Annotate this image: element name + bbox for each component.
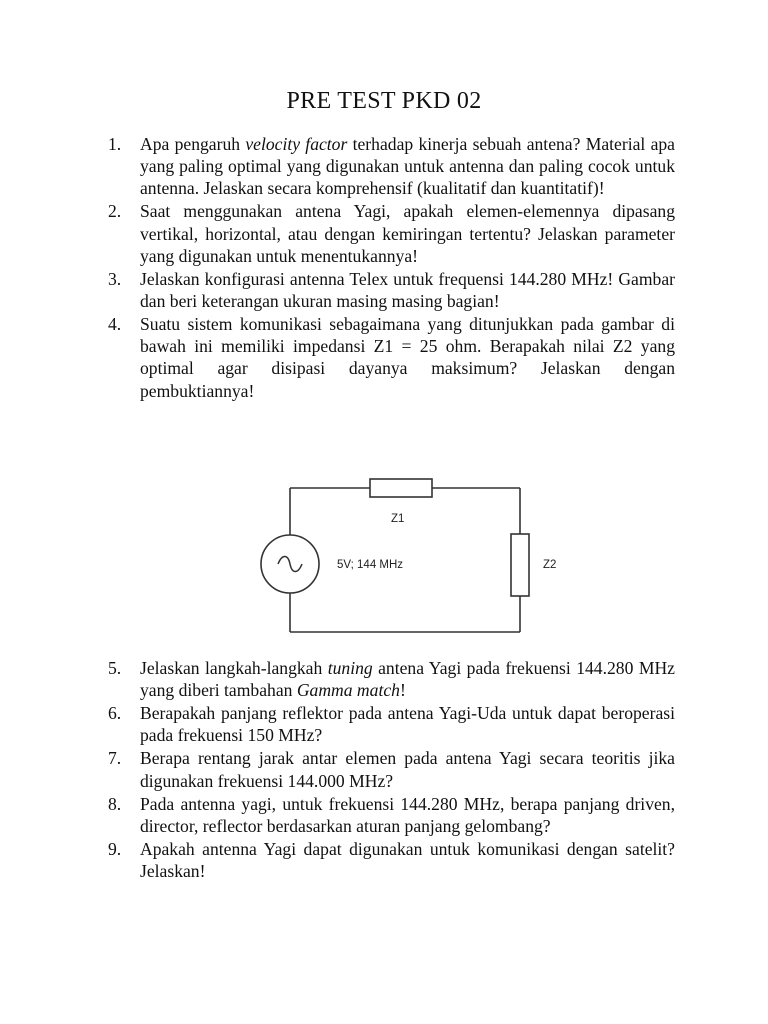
italic-term: velocity factor <box>245 134 348 154</box>
question-text <box>140 657 675 701</box>
text-run: Apakah antenna Yagi dapat digunakan untuk komunikasi dengan satelit? Jelaskan! <box>140 838 675 882</box>
question-text <box>140 747 675 791</box>
question-number: 4. <box>108 314 122 335</box>
text-run: ! <box>399 680 406 701</box>
z2-resistor <box>511 534 529 596</box>
z2-label: Z2 <box>543 559 557 571</box>
text-run: Jelaskan langkah-langkah <box>140 658 328 678</box>
question-text <box>140 200 675 267</box>
text-run: Saat menggunakan antena Yagi, apakah elemen-elemennya dipasang vertikal, horizontal, atau dengan kemiringan tertentu? Jelaskan parameter yang digunakan untuk menentukannya! <box>140 201 675 266</box>
question-number: 7. <box>108 748 122 769</box>
question-text <box>140 133 675 200</box>
question-item <box>108 133 675 200</box>
question-item <box>108 200 675 267</box>
z1-label: Z1 <box>391 513 405 525</box>
text-run: Pada antenna yagi, untuk frekuensi 144.280 MHz, berapa panjang driven, director, reflector berdasarkan aturan panjang gelombang? <box>140 793 675 836</box>
question-item <box>108 838 675 882</box>
question-text <box>140 268 675 312</box>
source-label: 5V; 144 MHz <box>337 559 404 571</box>
question-text <box>140 838 675 882</box>
text-run: Suatu sistem komunikasi sebagaimana yang ditunjukkan pada gambar di bawah ini memiliki impedansi Z1 = 25 ohm. Berapakah nilai Z2 yang optimal agar disipasi dayanya maksimum? Jelaskan dengan pembuktiannya! <box>140 314 675 401</box>
question-text <box>140 793 675 837</box>
z1-resistor <box>370 479 432 497</box>
question-number: 2. <box>108 201 122 222</box>
question-item <box>108 793 675 837</box>
question-list-part-1 <box>108 133 675 403</box>
circuit-diagram <box>255 470 555 640</box>
question-item <box>108 268 675 312</box>
page-title: PRE TEST PKD 02 <box>286 88 482 114</box>
text-run: Berapakah panjang reflektor pada antena Yagi-Uda untuk dapat beroperasi pada frekuensi 150 MHz? <box>140 703 675 746</box>
question-item <box>108 747 675 791</box>
italic-term: Gamma match <box>296 680 400 701</box>
question-number: 6. <box>108 703 122 724</box>
question-text <box>140 702 675 746</box>
text-run: Berapa rentang jarak antar elemen pada antena Yagi secara teoritis jika digunakan frekuensi 144.000 MHz? <box>140 748 675 791</box>
question-list-part-2 <box>108 657 675 883</box>
question-number: 3. <box>108 268 122 289</box>
question-number: 5. <box>108 658 122 678</box>
italic-term: tuning <box>327 658 373 678</box>
question-item <box>108 313 675 402</box>
text-run: antena Yagi pada frekuensi 144.280 MHz yang diberi tambahan <box>140 658 675 701</box>
text-run: Apa pengaruh <box>140 134 246 154</box>
question-item <box>108 657 675 701</box>
text-run: Jelaskan konfigurasi antenna Telex untuk frequensi 144.280 MHz! Gambar dan beri keterangan ukuran masing masing bagian! <box>140 268 675 312</box>
question-number: 9. <box>108 838 122 859</box>
question-text <box>140 313 675 402</box>
question-number: 8. <box>108 793 122 814</box>
question-item <box>108 702 675 746</box>
question-number: 1. <box>108 134 122 154</box>
text-run: terhadap kinerja sebuah antena? Material apa yang paling optimal yang digunakan untuk antenna dan paling cocok untuk antenna. Jelaskan secara komprehensif (kualitatif dan kuantitatif)! <box>140 134 675 199</box>
